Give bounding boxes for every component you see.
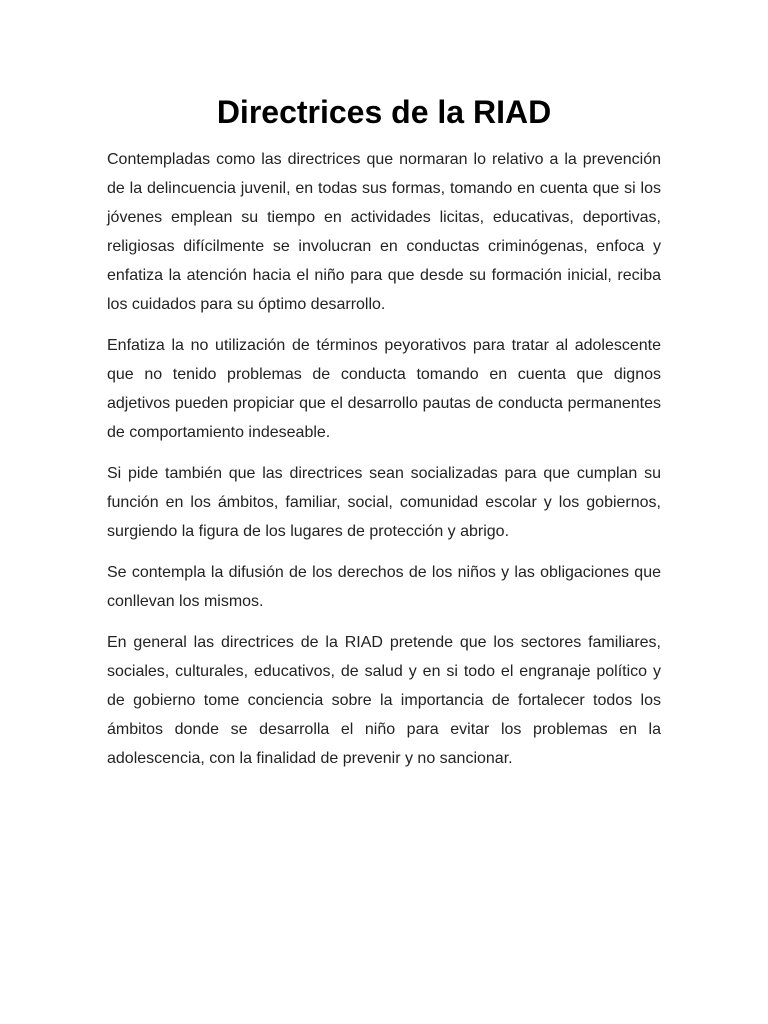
- paragraph: Se contempla la difusión de los derechos de los niños y las obligaciones que conllevan los mismos.: [107, 564, 661, 610]
- paragraph: Enfatiza la no utilización de términos peyorativos para tratar al adolescente que no tenido problemas de conducta tomando en cuenta que dignos adjetivos pueden propiciar que el desarrollo pautas de conducta permanentes de comportamiento indeseable.: [107, 337, 661, 441]
- paragraph: Si pide también que las directrices sean socializadas para que cumplan su función en los ámbitos, familiar, social, comunidad escolar y los gobiernos, surgiendo la figura de los lugares de protección y abrigo.: [107, 465, 661, 540]
- page-title: Directrices de la RIAD: [216, 94, 552, 130]
- paragraph: En general las directrices de la RIAD pretende que los sectores familiares, sociales, culturales, educativos, de salud y en si todo el engranaje político y de gobierno tome conciencia sobre la importancia de fortalecer todos los ámbitos donde se desarrolla el niño para evitar los problemas en la adolescencia, con la finalidad de prevenir y no sancionar.: [107, 634, 661, 767]
- document-body: [107, 145, 661, 785]
- paragraph: Contempladas como las directrices que normaran lo relativo a la prevención de la delincuencia juvenil, en todas sus formas, tomando en cuenta que si los jóvenes emplean su tiempo en actividades licitas, educativas, deportivas, religiosas difícilmente se involucran en conductas criminógenas, enfoca y enfatiza la atención hacia el niño para que desde su formación inicial, reciba los cuidados para su óptimo desarrollo.: [107, 151, 661, 313]
